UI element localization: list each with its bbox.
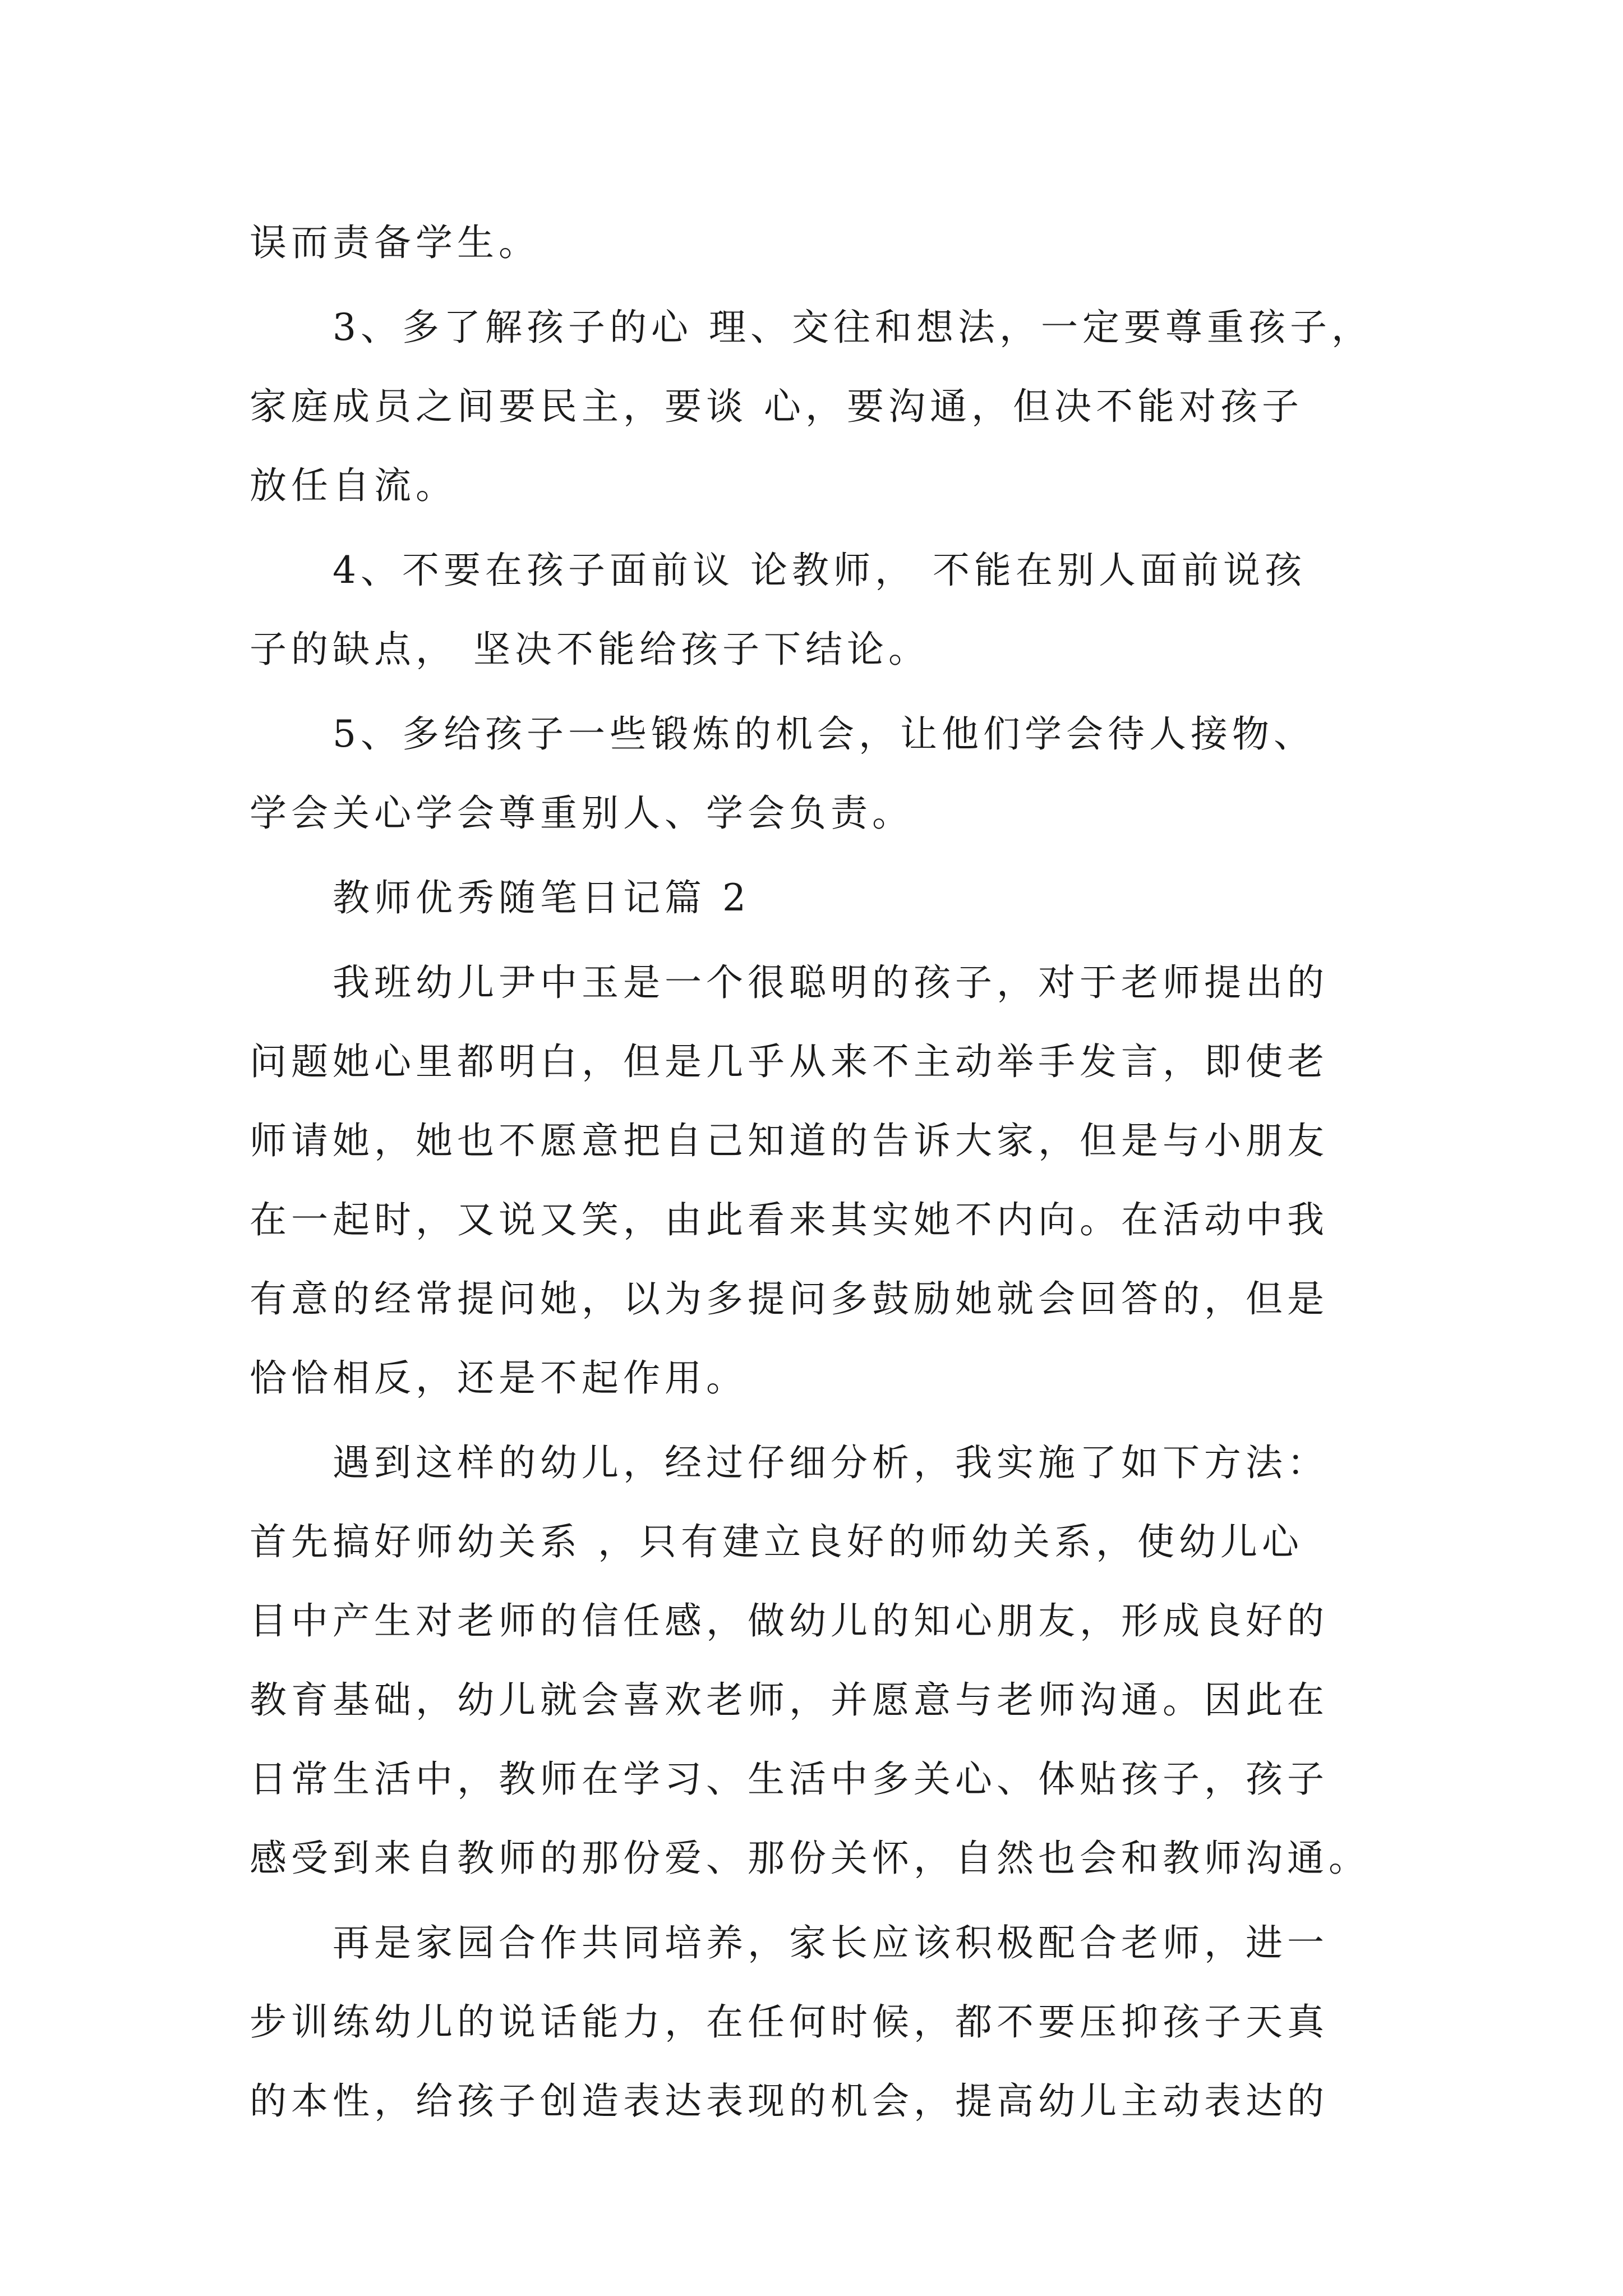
text-line: 首先搞好师幼关系 ，只有建立良好的师幼关系，使幼儿心 [250,1520,1303,1563]
section-heading [250,858,1394,937]
text-line: 再是家园合作共同培养，家长应该积极配合老师，进一 [333,1921,1329,1964]
paragraph [250,288,1394,525]
text-line: 教育基础，幼儿就会喜欢老师，并愿意与老师沟通。因此在 [250,1678,1329,1722]
text-line: 步训练幼儿的说话能力，在任何时候，都不要压抑孩子天真 [250,2000,1329,2044]
section-title: 教师优秀随笔日记篇 2 [333,876,750,919]
text-line: 5、多给孩子一些锻炼的机会，让他们学会待人接物、 [333,712,1315,756]
paragraph [250,1423,1394,1898]
text-line: 感受到来自教师的那份爱、那份关怀，自然也会和教师沟通。 [250,1837,1370,1880]
document-body [250,203,1394,2141]
paragraph [250,943,1394,1418]
text-line: 问题她心里都明白，但是几乎从来不主动举手发言，即使老 [250,1040,1329,1083]
text-line: 遇到这样的幼儿，经过仔细分析，我实施了如下方法： [333,1441,1329,1484]
text-line: 我班幼儿尹中玉是一个很聪明的孩子，对于老师提出的 [333,961,1329,1004]
paragraph [250,1903,1394,2141]
text-line: 恰恰相反，还是不起作用。 [250,1356,748,1400]
text-line: 学会关心学会尊重别人、学会负责。 [250,792,914,835]
text-line: 家庭成员之间要民主，要谈 心，要沟通，但决不能对孩子 [250,385,1303,428]
text-line: 在一起时，又说又笑，由此看来其实她不内向。在活动中我 [250,1198,1329,1241]
text-line: 放任自流。 [250,464,457,507]
text-line: 3、多了解孩子的心 理、交往和想法，一定要尊重孩子， [333,306,1373,349]
text-line: 师请她，她也不愿意把自己知道的告诉大家，但是与小朋友 [250,1119,1329,1162]
text-line: 日常生活中，教师在学习、生活中多关心、体贴孩子，孩子 [250,1757,1329,1801]
paragraph [250,203,1394,282]
text-line: 误而责备学生。 [250,221,540,264]
text-line: 目中产生对老师的信任感，做幼儿的知心朋友，形成良好的 [250,1599,1329,1642]
text-line: 的本性，给孩子创造表达表现的机会，提高幼儿主动表达的 [250,2079,1329,2123]
paragraph [250,531,1394,689]
text-line: 4、不要在孩子面前议 论教师， 不能在别人面前说孩 [333,549,1306,592]
paragraph [250,694,1394,853]
text-line: 有意的经常提问她，以为多提问多鼓励她就会回答的，但是 [250,1277,1329,1320]
text-line: 子的缺点， 坚决不能给孩子下结论。 [250,628,930,671]
